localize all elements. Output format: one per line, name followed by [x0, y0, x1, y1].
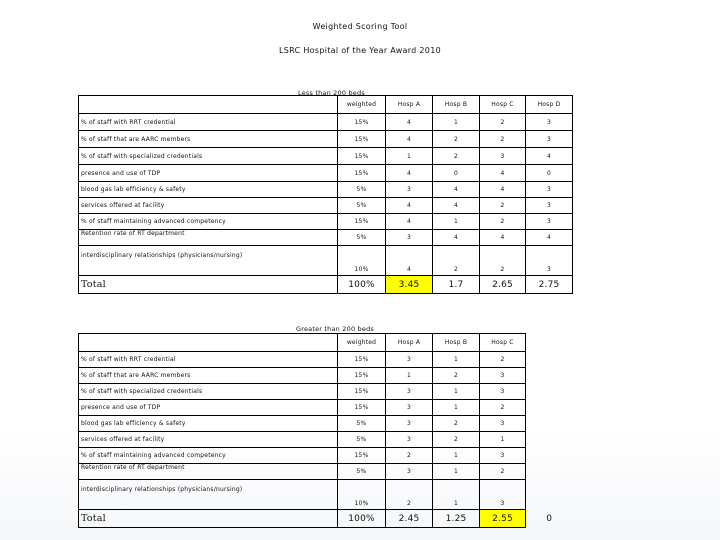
- score-cell: 0: [433, 165, 480, 182]
- score-cell: 3: [386, 230, 433, 246]
- score-cell: 4: [433, 230, 480, 246]
- table-row: [79, 416, 573, 432]
- score-cell: 3: [526, 114, 573, 131]
- score-cell: 4: [480, 182, 526, 198]
- table-header-row: [79, 334, 573, 352]
- score-cell: 1: [386, 148, 433, 165]
- score-cell: 2: [386, 448, 433, 464]
- total-weight: 100%: [338, 276, 386, 294]
- empty-cell: [526, 480, 573, 510]
- score-cell: 2: [480, 131, 526, 148]
- criterion-label: interdisciplinary relationships (physicians/nursing): [79, 246, 338, 276]
- score-cell: 4: [480, 165, 526, 182]
- table-row: [79, 480, 573, 510]
- criterion-label: % of staff maintaining advanced competency: [79, 448, 338, 464]
- total-weight: 100%: [338, 510, 386, 528]
- total-score-highlighted: 3.45: [386, 276, 433, 294]
- score-cell: 2: [480, 198, 526, 214]
- section2-label: Greater than 200 beds: [296, 325, 374, 333]
- weight-cell: 5%: [338, 464, 386, 480]
- total-row: [79, 276, 573, 294]
- score-cell: 3: [480, 368, 526, 384]
- empty-cell: [526, 448, 573, 464]
- total-score: 0: [546, 513, 553, 524]
- column-header: weighted: [338, 334, 386, 352]
- weight-cell: 5%: [338, 416, 386, 432]
- score-cell: 2: [480, 352, 526, 368]
- score-cell: 3: [386, 400, 433, 416]
- table-header-row: [79, 96, 573, 114]
- score-cell: 3: [526, 182, 573, 198]
- empty-cell: [526, 400, 573, 416]
- section1-label: Less than 200 beds: [298, 89, 365, 97]
- table-row: [79, 384, 573, 400]
- weight-cell: 15%: [338, 131, 386, 148]
- score-cell: 3: [386, 432, 433, 448]
- table-row: [79, 214, 573, 230]
- score-cell: 4: [386, 114, 433, 131]
- score-cell: 3: [386, 352, 433, 368]
- score-cell: 3: [526, 131, 573, 148]
- score-cell: 1: [480, 432, 526, 448]
- table-row: [79, 368, 573, 384]
- empty-cell: [526, 432, 573, 448]
- score-cell: 4: [433, 182, 480, 198]
- weight-cell: 5%: [338, 432, 386, 448]
- weight-cell: 5%: [338, 230, 386, 246]
- criterion-label: presence and use of TDP: [79, 165, 338, 182]
- table-row: [79, 198, 573, 214]
- score-cell: 3: [526, 214, 573, 230]
- table-row: [79, 165, 573, 182]
- empty-cell: [526, 368, 573, 384]
- score-cell: 4: [526, 230, 573, 246]
- score-cell: 3: [480, 480, 526, 510]
- score-cell: 4: [386, 198, 433, 214]
- score-cell: 4: [526, 148, 573, 165]
- score-cell: 3: [386, 182, 433, 198]
- page-title: Weighted Scoring Tool: [312, 22, 408, 31]
- empty-cell: [526, 334, 573, 352]
- criterion-label: % of staff with specialized credentials: [79, 148, 338, 165]
- score-cell: 1: [433, 480, 480, 510]
- score-cell: 4: [433, 198, 480, 214]
- scoring-table-small: [78, 95, 573, 294]
- weight-cell: 15%: [338, 165, 386, 182]
- score-cell: 1: [433, 464, 480, 480]
- score-cell: 4: [480, 230, 526, 246]
- score-cell: 2: [433, 432, 480, 448]
- weight-cell: 15%: [338, 400, 386, 416]
- score-cell: 1: [433, 214, 480, 230]
- page-subtitle: LSRC Hospital of the Year Award 2010: [279, 46, 441, 55]
- total-score: 2.65: [480, 276, 526, 294]
- total-score: 1.7: [433, 276, 480, 294]
- column-header: Hosp B: [433, 334, 480, 352]
- table-row: [79, 400, 573, 416]
- weight-cell: 15%: [338, 352, 386, 368]
- score-cell: 0: [526, 165, 573, 182]
- weight-cell: 15%: [338, 384, 386, 400]
- total-score: 1.25: [433, 510, 480, 528]
- weight-cell: 5%: [338, 198, 386, 214]
- score-cell: 3: [386, 464, 433, 480]
- score-cell: 2: [386, 480, 433, 510]
- score-cell: 1: [433, 352, 480, 368]
- score-cell: 2: [433, 368, 480, 384]
- score-cell: 1: [433, 400, 480, 416]
- score-cell: 2: [480, 400, 526, 416]
- score-cell: 3: [386, 384, 433, 400]
- total-label: Total: [79, 276, 338, 294]
- weight-cell: 15%: [338, 448, 386, 464]
- table-row: [79, 246, 573, 276]
- total-label: Total: [79, 510, 338, 528]
- weight-cell: 15%: [338, 368, 386, 384]
- score-cell: 1: [433, 448, 480, 464]
- table-row: [79, 464, 573, 480]
- table-row: [79, 432, 573, 448]
- score-cell: 2: [480, 114, 526, 131]
- criterion-label: % of staff that are AARC members: [79, 368, 338, 384]
- score-cell: 2: [433, 416, 480, 432]
- criterion-label: Retention rate of RT department: [79, 230, 338, 246]
- table-row: [79, 114, 573, 131]
- score-cell: 2: [480, 246, 526, 276]
- weight-cell: 10%: [338, 246, 386, 276]
- total-row: [79, 510, 573, 528]
- criterion-label: blood gas lab efficiency & safety: [79, 182, 338, 198]
- score-cell: 3: [480, 148, 526, 165]
- column-header: Hosp B: [433, 96, 480, 114]
- criterion-label: interdisciplinary relationships (physicians/nursing): [79, 480, 338, 510]
- score-cell: 3: [480, 416, 526, 432]
- column-header: weighted: [338, 96, 386, 114]
- criterion-header: [79, 334, 338, 352]
- table-row: [79, 352, 573, 368]
- table-row: [79, 131, 573, 148]
- total-score-highlighted: 2.55: [480, 510, 526, 528]
- criterion-label: % of staff with RRT credential: [79, 352, 338, 368]
- weight-cell: 15%: [338, 114, 386, 131]
- criterion-label: % of staff with specialized credentials: [79, 384, 338, 400]
- score-cell: 4: [386, 165, 433, 182]
- score-cell: 4: [386, 214, 433, 230]
- column-header: Hosp A: [386, 96, 433, 114]
- criterion-label: services offered at facility: [79, 432, 338, 448]
- scoring-table-large: [78, 333, 573, 528]
- weight-cell: 5%: [338, 182, 386, 198]
- score-cell: 3: [386, 416, 433, 432]
- column-header: Hosp C: [480, 96, 526, 114]
- column-header: Hosp A: [386, 334, 433, 352]
- empty-cell: [526, 464, 573, 480]
- score-cell: 1: [386, 368, 433, 384]
- score-cell: 2: [433, 148, 480, 165]
- criterion-label: % of staff with RRT credential: [79, 114, 338, 131]
- total-score: 2.75: [526, 276, 573, 294]
- column-header: Hosp D: [526, 96, 573, 114]
- score-cell: 3: [480, 448, 526, 464]
- empty-cell: [526, 352, 573, 368]
- criterion-label: services offered at facility: [79, 198, 338, 214]
- criterion-header: [79, 96, 338, 114]
- criterion-label: % of staff maintaining advanced competency: [79, 214, 338, 230]
- table-row: [79, 448, 573, 464]
- score-cell: 3: [526, 246, 573, 276]
- weight-cell: 15%: [338, 148, 386, 165]
- score-cell: 4: [386, 246, 433, 276]
- table-row: [79, 148, 573, 165]
- score-cell: 3: [526, 198, 573, 214]
- weight-cell: 15%: [338, 214, 386, 230]
- score-cell: 2: [433, 246, 480, 276]
- score-cell: 2: [480, 464, 526, 480]
- score-cell: 1: [433, 384, 480, 400]
- criterion-label: % of staff that are AARC members: [79, 131, 338, 148]
- empty-cell: [526, 416, 573, 432]
- criterion-label: blood gas lab efficiency & safety: [79, 416, 338, 432]
- column-header: Hosp C: [480, 334, 526, 352]
- table-row: [79, 230, 573, 246]
- empty-cell: [526, 384, 573, 400]
- criterion-label: presence and use of TDP: [79, 400, 338, 416]
- table-row: [79, 182, 573, 198]
- score-cell: 2: [480, 214, 526, 230]
- score-cell: 3: [480, 384, 526, 400]
- weight-cell: 10%: [338, 480, 386, 510]
- score-cell: 4: [386, 131, 433, 148]
- score-cell: 1: [433, 114, 480, 131]
- score-cell: 2: [433, 131, 480, 148]
- criterion-label: Retention rate of RT department: [79, 464, 338, 480]
- total-score: 2.45: [386, 510, 433, 528]
